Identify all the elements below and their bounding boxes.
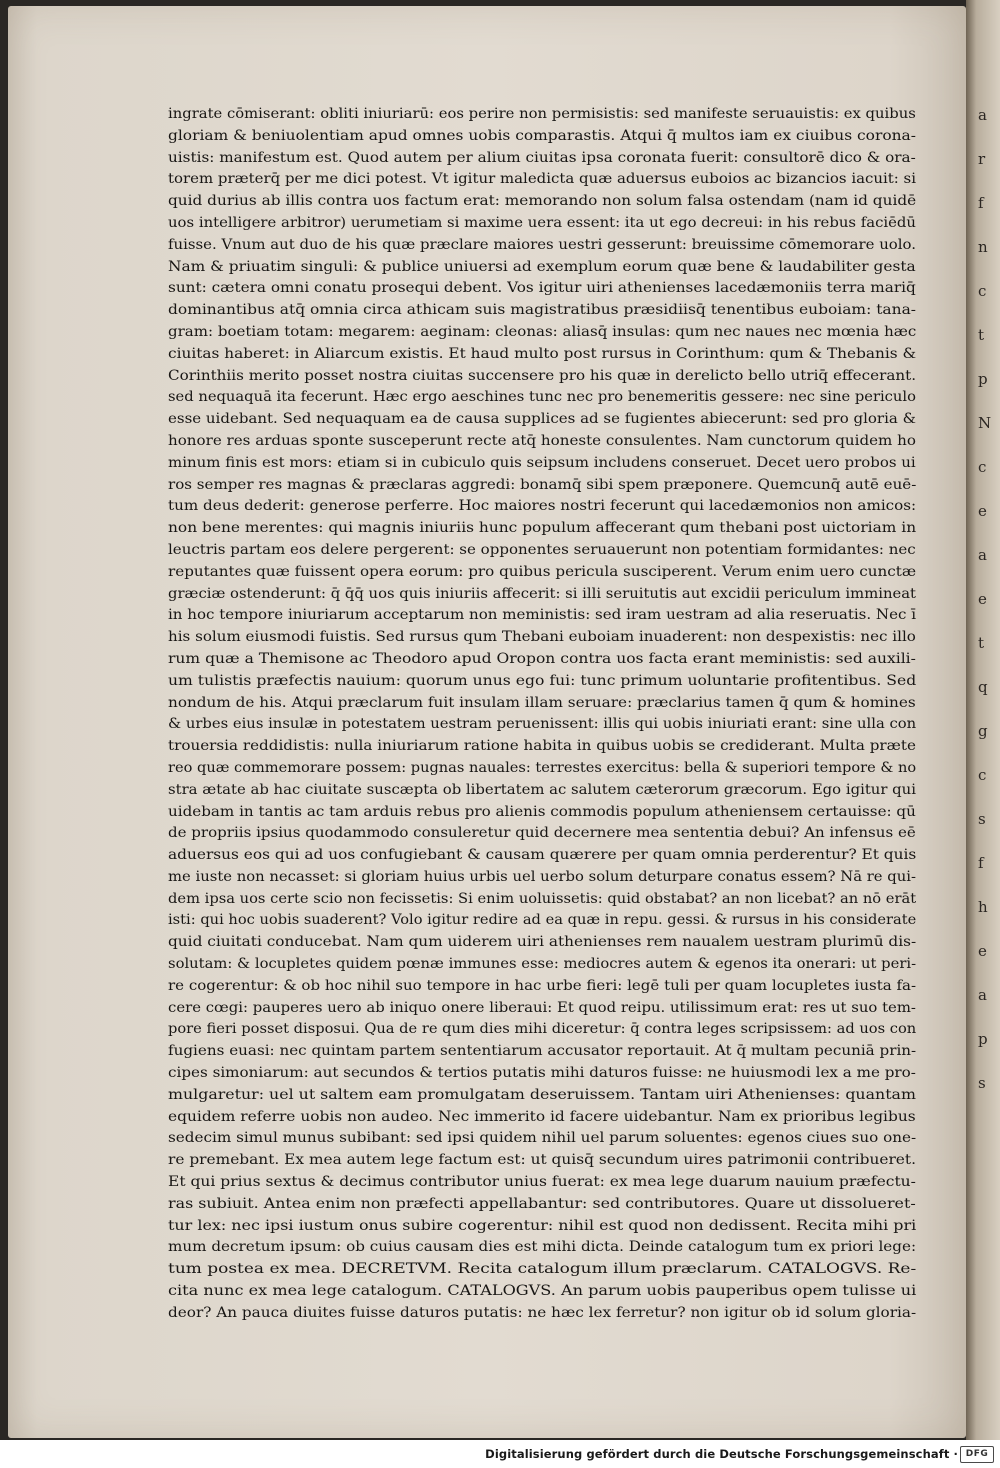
text-line-content: pore fieri posset disposui. Qua de re qum dies mihi diceretur: q̄ contra leges scripsissem: ad uos con (168, 1021, 916, 1038)
text-line-content: trouersia reddidistis: nulla iniuriarum ratione habita in quibus uobis se crediderant. Multa præte (168, 738, 916, 755)
text-line-content: quid ciuitati conducebat. Nam qum uiderem uiri athenienses rem naualem uestram plurimū dis- (168, 934, 916, 951)
text-line (168, 910, 916, 932)
text-line-content: ras subiuit. Antea enim non præfecti appellabantur: sed contributores. Quare ut dissolueret- (168, 1195, 916, 1212)
adjacent-page-glyph: c (978, 766, 987, 784)
text-line (168, 671, 916, 693)
adjacent-page-glyph: p (978, 370, 988, 388)
funding-credit: Digitalisierung gefördert durch die Deutsche Forschungsgemeinschaft · (485, 1447, 958, 1461)
text-line (168, 213, 916, 235)
text-line (168, 780, 916, 802)
text-line (168, 366, 916, 388)
text-line-content: uidebam in tantis ac tam arduis rebus pro alienis commodis populum atheniensem certauisse: qū (168, 803, 916, 820)
text-line (168, 1063, 916, 1085)
text-line-content: tum postea ex mea. DECRETVM. Recita catalogum illum præclarum. CATALOGVS. Re- (168, 1261, 916, 1278)
text-line (168, 867, 916, 889)
text-line (168, 148, 916, 170)
text-line (168, 1216, 916, 1238)
text-line (168, 1237, 916, 1259)
text-line (168, 954, 916, 976)
adjacent-page-glyph: N (978, 414, 992, 432)
text-line-content: ingrate cōmiserant: obliti iniuriarū: eos perire non permisistis: sed manifeste seruauistis: ex quibus (168, 106, 916, 122)
text-line (168, 387, 916, 409)
adjacent-page-glyph: g (978, 722, 988, 740)
adjacent-page-glyph: t (978, 634, 985, 652)
text-line (168, 257, 916, 279)
text-line-content: stra ætate ab hac ciuitate suscæpta ob libertatem ac salutem cæterorum græcorum. Ego igitur qui (168, 781, 916, 798)
text-line (168, 932, 916, 954)
adjacent-page-glyph: a (978, 106, 987, 124)
text-line (168, 496, 916, 518)
text-line-content: cere cœgi: pauperes uero ab iniquo onere liberaui: Et quod reipu. utilissimum erat: res ut suo tem- (168, 999, 916, 1016)
text-line-content: in hoc tempore iniuriarum acceptarum non meministis: sed iram uestram ad alia reseruatis. Nec ī (168, 607, 916, 624)
text-line (168, 300, 916, 322)
adjacent-page-glyph: e (978, 502, 987, 520)
text-line (168, 584, 916, 606)
text-line (168, 1128, 916, 1150)
latin-text-block (168, 104, 916, 1325)
text-line (168, 409, 916, 431)
text-line-content: sunt: cætera omni conatu prosequi debent. Vos igitur uiri athenienses lacedæmoniis terra mariq̄ (168, 280, 916, 297)
text-line-content: fuisse. Vnum aut duo de his quæ præclare maiores uestri gesserunt: breuissime cōmemorare uolo. (168, 236, 916, 253)
adjacent-page-glyph: h (978, 898, 988, 916)
book-page (8, 6, 966, 1438)
text-line (168, 518, 916, 540)
text-line-content: tum deus dederit: generose perferre. Hoc maiores nostri fecerunt qui lacedæmonios non amicos: (168, 498, 916, 515)
adjacent-page-glyph: p (978, 1030, 988, 1048)
text-line (168, 1019, 916, 1041)
text-line-content: de propriis ipsius quodammodo consuleretur quid decernere mea sententia debui? An infensus eē (168, 825, 916, 842)
text-line-content: nondum de his. Atqui præclarum fuit insulam illam seruare: præclarius tamen q̄ qum & homines (168, 694, 916, 711)
text-line-content: Corinthiis merito posset nostra ciuitas succensere pro his quæ in derelicto bello utriq̄ effecerant. (168, 367, 916, 384)
text-line-content: uos intelligere arbitror) uerumetiam si maxime uera essent: ita ut ego decreui: in his rebus faciēdū (168, 214, 916, 231)
text-line-content: uistis: manifestum est. Quod autem per alium ciuitas ipsa coronata fuerit: consultorē dico & ora- (168, 149, 916, 166)
text-line (168, 998, 916, 1020)
text-line (168, 605, 916, 627)
text-line-content: deor? An pauca diuites fuisse daturos putatis: ne hæc lex ferretur? non igitur ob id solum gloria- (168, 1304, 916, 1321)
text-line-content: re premebant. Ex mea autem lege factum est: ut quisq̄ secundum uires patrimonii contribueret. (168, 1152, 916, 1169)
text-line-content: honore res arduas sponte susceperunt recte atq̄ honeste consulentes. Nam cunctorum quidem ho (168, 432, 916, 449)
text-line (168, 322, 916, 344)
text-line-content: equidem referre uobis non audeo. Nec immerito id facere uidebantur. Nam ex prioribus legibus (168, 1108, 916, 1125)
text-line (168, 649, 916, 671)
text-line-content: esse uidebant. Sed nequaquam ea de causa supplices ad se fugientes abiecerunt: sed pro gloria & (168, 411, 916, 428)
text-line (168, 1303, 916, 1325)
adjacent-page-glyph: a (978, 986, 987, 1004)
adjacent-page-glyph: c (978, 458, 987, 476)
text-line (168, 802, 916, 824)
adjacent-page-glyph: r (978, 150, 986, 168)
text-line (168, 758, 916, 780)
adjacent-page-glyph: a (978, 546, 987, 564)
text-line (168, 431, 916, 453)
text-line (168, 823, 916, 845)
text-line (168, 126, 916, 148)
text-line-content: isti: qui hoc uobis suaderent? Volo igitur redire ad ea quæ in repu. gessi. & rursus in his considerate (168, 912, 916, 929)
text-line (168, 562, 916, 584)
text-line (168, 104, 916, 126)
text-line-content: aduersus eos qui ad uos confugiebant & causam quærere per quam omnia perderentur? Et quis (168, 847, 916, 864)
dfg-logo-icon: DFG (960, 1446, 994, 1463)
text-line-content: ciuitas haberet: in Aliarcum existis. Et haud multo post rursus in Corinthum: qum & Thebanis & (168, 345, 916, 362)
text-line (168, 453, 916, 475)
adjacent-page-glyph: t (978, 326, 985, 344)
text-line (168, 1085, 916, 1107)
text-line-content: sed nequaquā ita fecerunt. Hæc ergo aeschines tunc nec pro benemeritis gessere: nec sine periculo (168, 389, 916, 406)
text-line-content: quid durius ab illis contra uos factum erat: memorando non solum falsa ostendam (nam id quidē (168, 193, 916, 210)
text-line-content: me iuste non necasset: si gloriam huius urbis uel uerbo solum deturpare conatus essem? Nā re qui- (168, 868, 916, 885)
adjacent-page-glyph: f (978, 194, 984, 212)
text-line-content: reputantes quæ fuissent opera eorum: pro quibus pericula susciperent. Verum enim uero cunctæ (168, 563, 916, 580)
adjacent-page-glyph: f (978, 854, 984, 872)
text-line-content: rum quæ a Themisone ac Theodoro apud Oropon contra uos facta erant meministis: sed auxili- (168, 650, 916, 667)
text-line (168, 1107, 916, 1129)
adjacent-page-glyph: e (978, 590, 987, 608)
text-line-content: tur lex: nec ipsi iustum onus subire cogerentur: nihil est quod non dedissent. Recita mihi pri (168, 1217, 916, 1234)
text-line-content: leuctris partam eos delere pergerent: se opponentes seruauerunt non potentiam formidantes: nec (168, 541, 916, 558)
adjacent-page-glyph: e (978, 942, 987, 960)
text-line-content: cipes simoniarum: aut secundos & tertios putatis mihi daturos fuisse: ne huiusmodi lex a me pro- (168, 1065, 916, 1082)
text-line-content: his solum eiusmodi fuistis. Sed rursus qum Thebani euboiam inuaderent: non despexistis: nec illo (168, 629, 916, 646)
footer-bar (0, 1440, 1000, 1468)
text-line (168, 1259, 916, 1281)
text-line-content: dominantibus atq̄ omnia circa athicam suis magistratibus præsidiisq̄ tenentibus euboiam: tana- (168, 302, 916, 319)
text-line-content: fugiens euasi: nec quintam partem sententiarum accusator reportauit. At q̄ multam pecuniā prin- (168, 1043, 916, 1060)
text-line (168, 1194, 916, 1216)
text-line-content: reo quæ commemorare possem: pugnas nauales: terrestes exercitus: bella & superiori tempore & no (168, 759, 916, 776)
text-line-content: græciæ ostenderunt: q̄ q̄q̄ uos quis iniuriis affecerit: si illi seruitutis aut excidii periculum immineat (168, 585, 916, 602)
text-line (168, 235, 916, 257)
text-line-content: non bene merentes: qui magnis iniuriis hunc populum affecerant qum thebani post uictoriam in (168, 520, 916, 537)
text-line (168, 1172, 916, 1194)
text-line (168, 278, 916, 300)
adjacent-page-glyph: q (978, 678, 988, 696)
text-line-content: Nam & priuatim singuli: & publice uniuersi ad exemplum eorum quæ bene & laudabiliter gesta (168, 258, 916, 275)
text-line-content: mulgaretur: uel ut saltem eam promulgatam deseruissem. Tantam uiri Athenienses: quantam (168, 1086, 916, 1103)
text-line (168, 344, 916, 366)
adjacent-page-glyph: n (978, 238, 988, 256)
text-line-content: re cogerentur: & ob hoc nihil suo tempore in hac urbe fieri: legē tuli per quam locupletes iusta fa- (168, 977, 916, 994)
text-line (168, 976, 916, 998)
text-line-content: gram: boetiam totam: megarem: aeginam: cleonas: aliasq̄ insulas: qum nec naues nec mœnia hæc (168, 323, 916, 340)
text-line-content: dem ipsa uos certe scio non fecissetis: Si enim uoluissetis: quid obstabat? an non licebat? an nō erāt (168, 890, 916, 907)
text-line (168, 475, 916, 497)
text-line (168, 845, 916, 867)
text-line (168, 1041, 916, 1063)
text-line-content: Et qui prius sextus & decimus contributor unius fuerat: ex mea lege duarum nauium præfectu- (168, 1174, 916, 1191)
text-line-content: solutam: & locupletes quidem pœnæ immunes esse: mediocres autem & egenos ita onerari: ut peri- (168, 956, 916, 973)
text-line (168, 714, 916, 736)
text-line-content: minum finis est mors: etiam si in cubiculo quis seipsum includens conseruet. Decet uero probos ui (168, 454, 916, 471)
text-line (168, 1281, 916, 1303)
text-line (168, 736, 916, 758)
text-line (168, 693, 916, 715)
text-line-content: torem præterq̄ per me dici potest. Vt igitur maledicta quæ aduersus euboios ac bizancios iacuit: si (168, 171, 916, 188)
text-line (168, 889, 916, 911)
adjacent-page-edge (966, 0, 1000, 1440)
adjacent-page-glyph: s (978, 810, 986, 828)
text-line-content: cita nunc ex mea lege catalogum. CATALOGVS. An parum uobis pauperibus opem tulisse ui (168, 1283, 916, 1300)
text-line (168, 169, 916, 191)
adjacent-page-glyph: c (978, 282, 987, 300)
text-line (168, 191, 916, 213)
text-line (168, 540, 916, 562)
text-line (168, 627, 916, 649)
text-line-content: mum decretum ipsum: ob cuius causam dies est mihi dicta. Deinde catalogum tum ex priori lege: (168, 1239, 916, 1256)
text-line-content: sedecim simul munus subibant: sed ipsi quidem nihil uel parum soluentes: egenos ciues suo one- (168, 1130, 916, 1147)
text-line-content: gloriam & beniuolentiam apud omnes uobis comparastis. Atqui q̄ multos iam ex ciuibus corona- (168, 127, 916, 144)
text-line (168, 1150, 916, 1172)
adjacent-page-glyph: s (978, 1074, 986, 1092)
text-line-content: & urbes eius insulæ in potestatem uestram peruenissent: illis qui uobis iniuriati erant: sine ulla con (168, 716, 916, 733)
text-line-content: ros semper res magnas & præclaras aggredi: bonamq̄ sibi spem præponere. Quemcunq̄ autē euē- (168, 476, 916, 493)
text-line-content: um tulistis præfectis nauium: quorum unus ego fui: tunc primum uoluntarie profitentibus. Sed (168, 672, 916, 689)
